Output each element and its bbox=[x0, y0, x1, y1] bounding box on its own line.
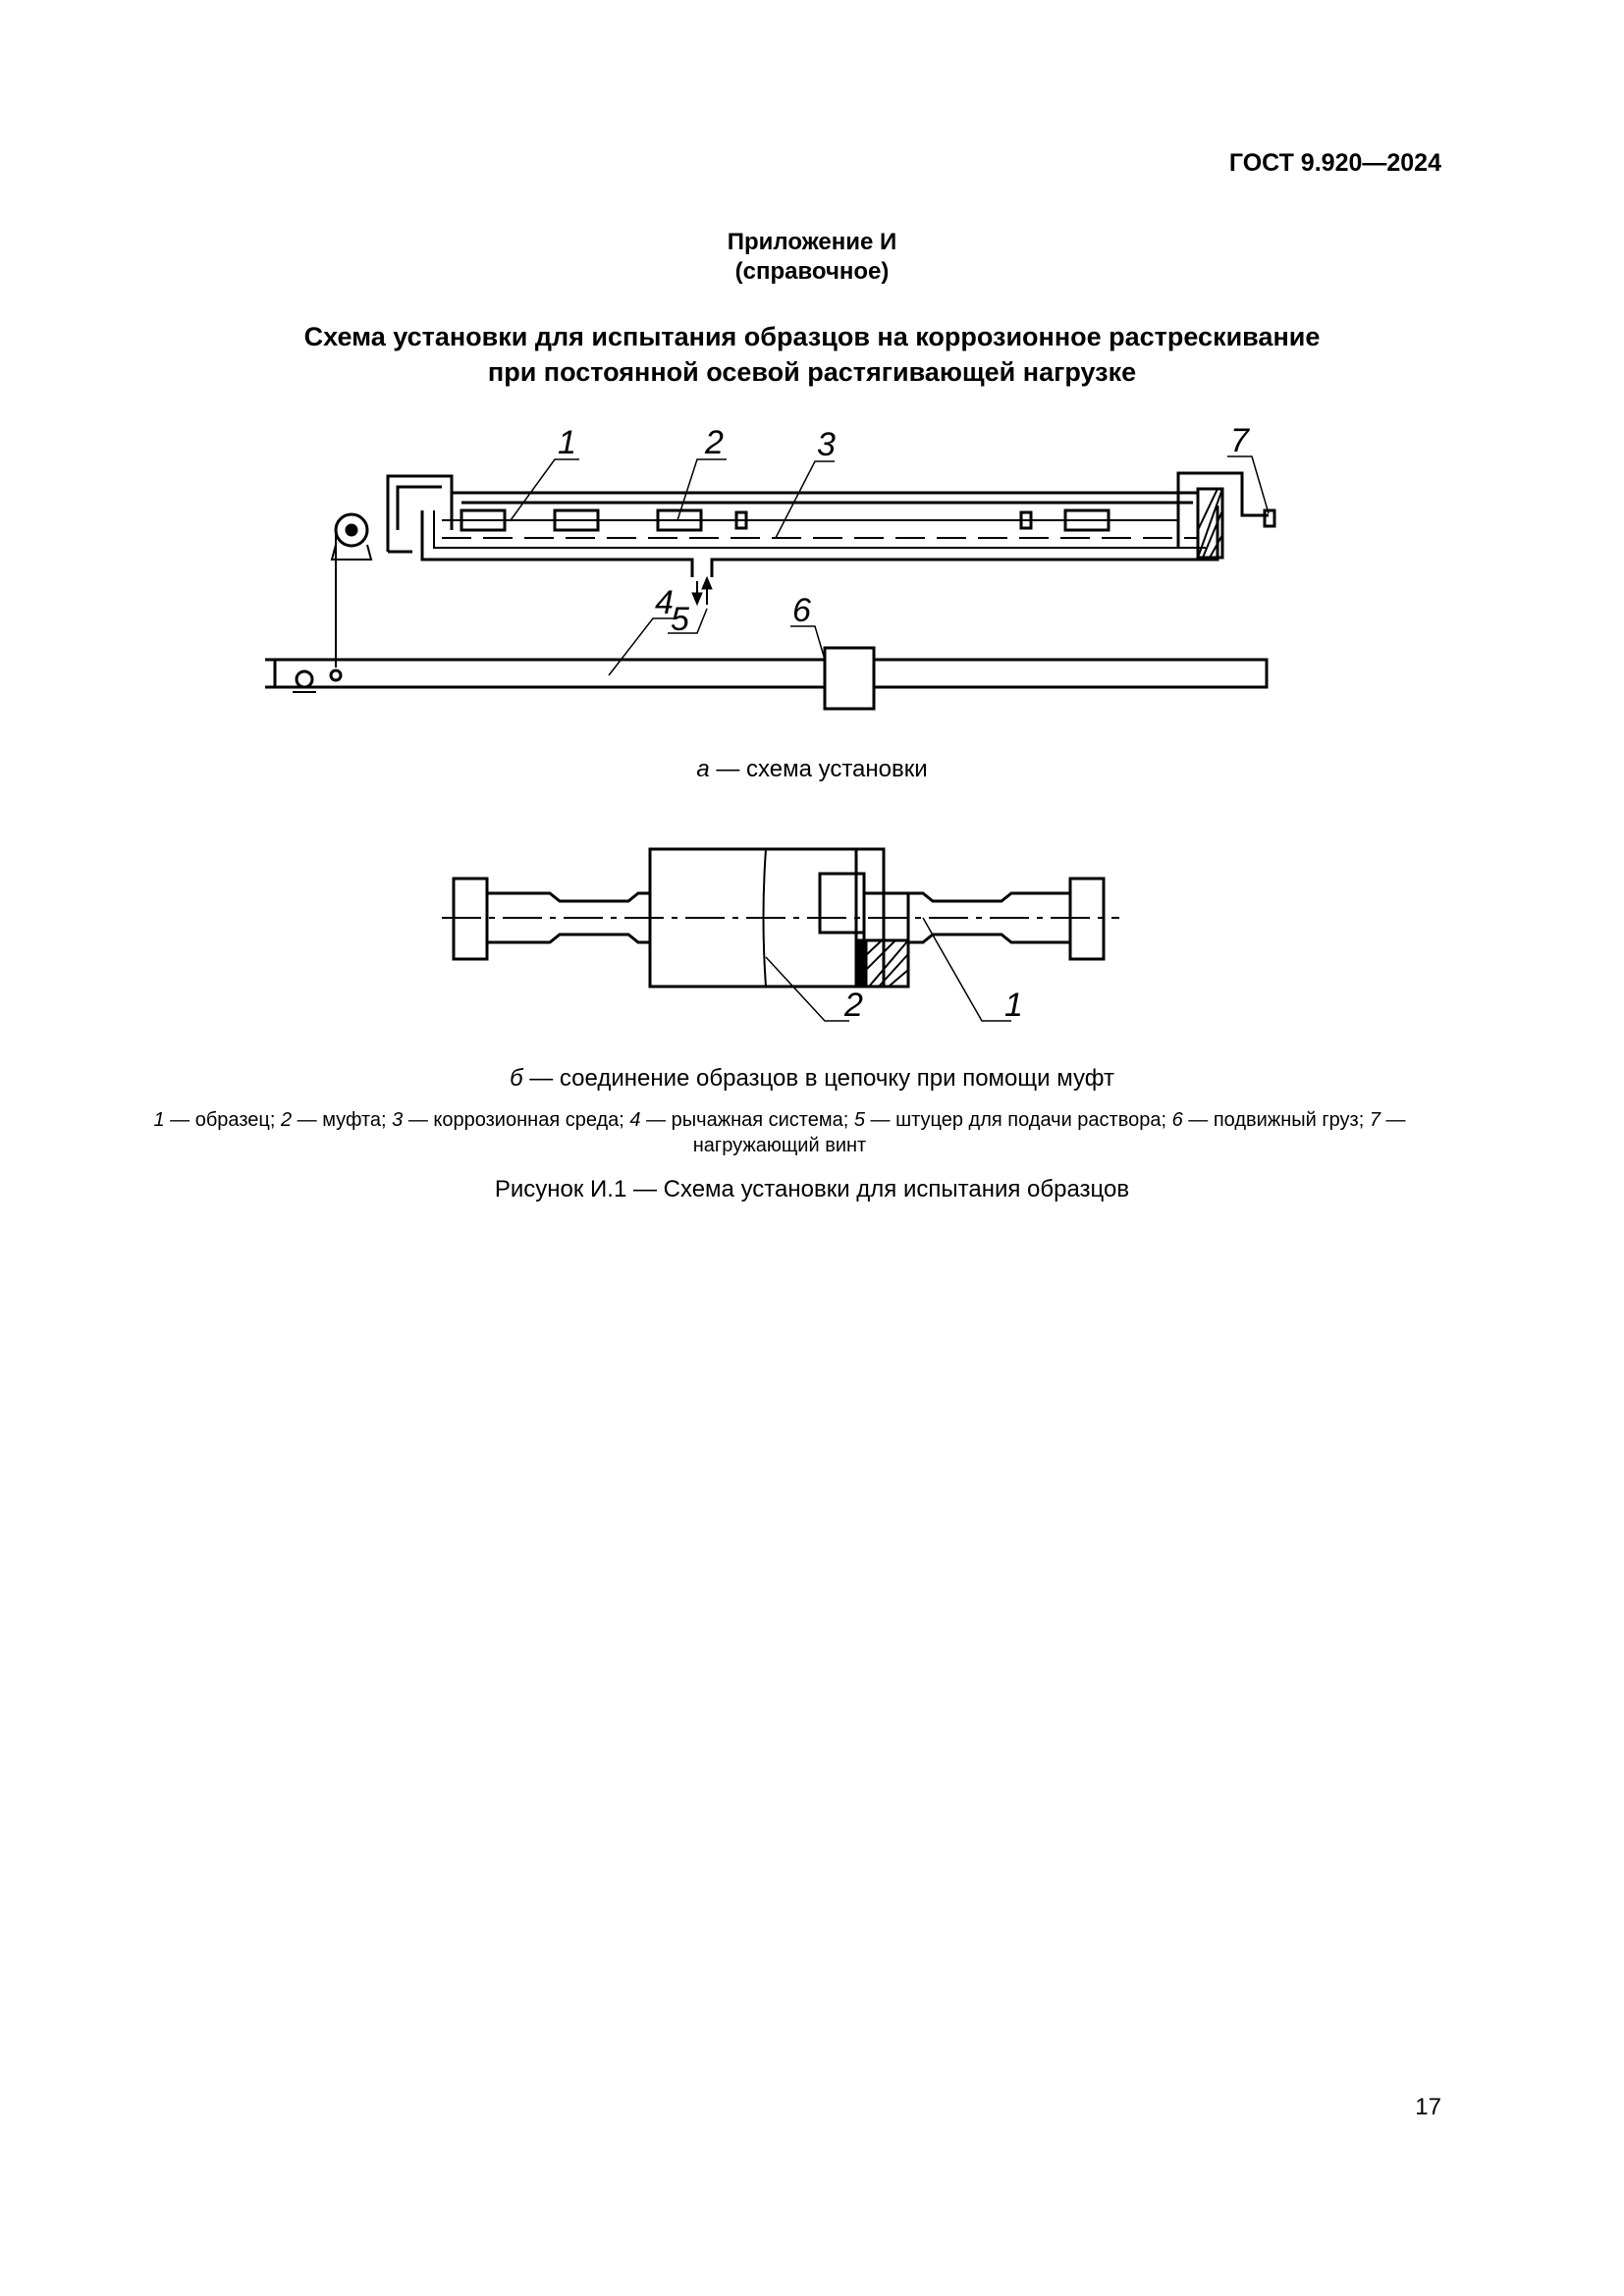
figure-b-coupling-scheme bbox=[432, 825, 1139, 1050]
legend-num-7: 7 bbox=[1369, 1109, 1380, 1131]
figure-a-caption-text: — схема установки bbox=[709, 756, 928, 782]
figure-legend bbox=[118, 1107, 1441, 1158]
legend-text-2: — муфта; bbox=[292, 1109, 393, 1131]
fig-a-label-1: 1 bbox=[558, 424, 576, 461]
legend-num-3: 3 bbox=[392, 1109, 404, 1131]
legend-text-3: — коррозионная среда; bbox=[403, 1109, 630, 1131]
legend-num-2: 2 bbox=[280, 1109, 293, 1131]
legend-num-5: 5 bbox=[853, 1109, 865, 1131]
legend-text-4: — рычажная система; bbox=[640, 1109, 854, 1131]
page-number: 17 bbox=[1415, 2094, 1441, 2120]
appendix-type: (справочное) bbox=[734, 258, 890, 285]
section-title bbox=[0, 319, 1624, 390]
legend-num-4: 4 bbox=[629, 1109, 641, 1131]
figure-a-caption bbox=[0, 756, 1624, 783]
section-title-line2: при постоянной осевой растягивающей нагрузке bbox=[487, 357, 1137, 387]
legend-num-1: 1 bbox=[153, 1109, 165, 1131]
legend-text-7: — нагружающий винт bbox=[692, 1109, 1406, 1156]
fig-a-label-4: 4 bbox=[655, 584, 674, 621]
legend-text-5: — штуцер для подачи раствора; bbox=[864, 1109, 1172, 1131]
figure-a-caption-letter: а bbox=[696, 756, 710, 782]
fig-a-label-7: 7 bbox=[1230, 422, 1249, 459]
fig-a-label-6: 6 bbox=[792, 592, 811, 629]
document-standard-number: ГОСТ 9.920—2024 bbox=[1228, 149, 1441, 177]
figure-b-caption-text: — соединение образцов в цепочку при помощи муфт bbox=[522, 1065, 1114, 1092]
fig-a-label-5: 5 bbox=[671, 601, 689, 638]
legend-num-6: 6 bbox=[1171, 1109, 1183, 1131]
figure-a-installation-scheme bbox=[265, 412, 1306, 726]
figure-b-caption bbox=[0, 1065, 1624, 1093]
legend-text-6: — подвижный груз; bbox=[1182, 1109, 1370, 1131]
appendix-name: Приложение И bbox=[727, 229, 897, 255]
fig-b-label-2: 2 bbox=[844, 987, 863, 1024]
figure-caption: Рисунок И.1 — Схема установки для испытания образцов bbox=[494, 1176, 1130, 1202]
appendix-heading bbox=[0, 228, 1624, 287]
section-title-line1: Схема установки для испытания образцов на коррозионное растрескивание bbox=[303, 322, 1321, 351]
fig-a-label-2: 2 bbox=[705, 424, 724, 461]
fig-a-label-3: 3 bbox=[817, 426, 836, 463]
legend-text-1: — образец; bbox=[164, 1109, 281, 1131]
fig-b-label-1: 1 bbox=[1004, 987, 1023, 1024]
figure-b-caption-letter: б bbox=[510, 1065, 523, 1092]
